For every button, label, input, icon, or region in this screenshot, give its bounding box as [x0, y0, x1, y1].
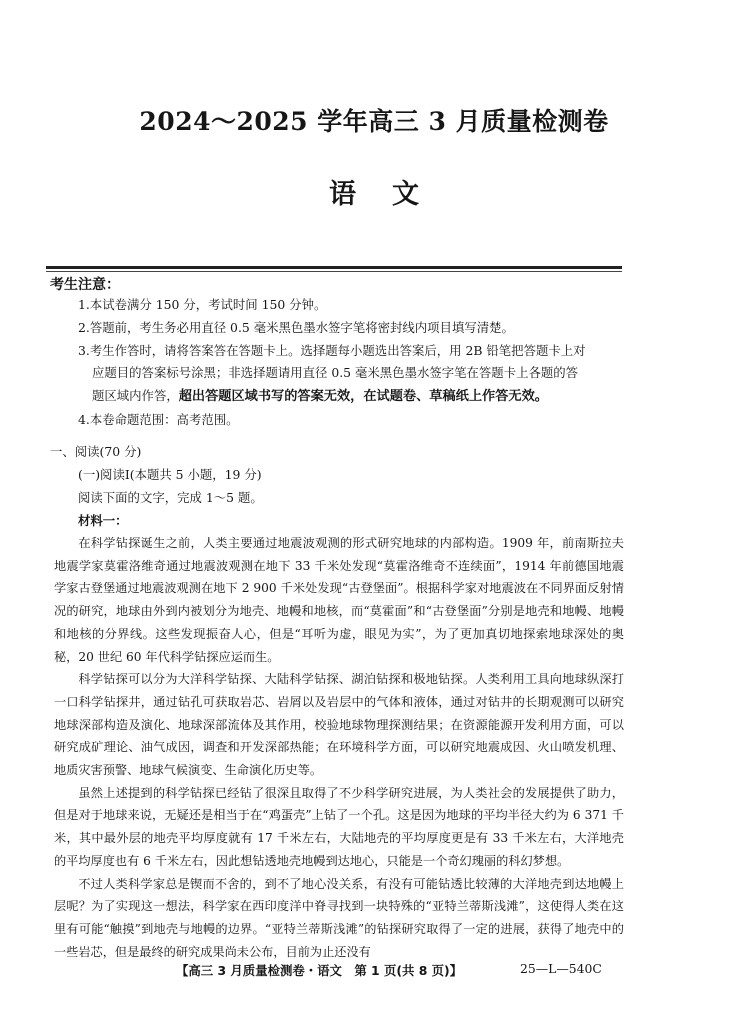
instruction: 阅读下面的文字，完成 1～5 题。	[78, 490, 263, 505]
paragraph: 在科学钻探诞生之前，人类主要通过地震波观测的形式研究地球的内部构造。1909 年，前南斯拉夫地震学家莫霍洛维奇通过地震波观测在地下 33 千米处发现“莫霍洛维奇不连续面”，1914 年前德国地震学家古登堡通过地震波观测在地下 2 900 千米处发现“古登堡面”。根据科学家对地震波在不同界面反射情况的研究，地球由外到内被划分为地壳、地幔和地核，而“莫霍面”和“古登堡面”分别是地壳和地幔、地幔和地核的分界线。这些发现振奋人心，但是“耳听为虚，眼见为实”，为了更加真切地探索地球深处的奥秘，20 世纪 60 年代科学钻探应运而生。	[54, 536, 624, 664]
notice-item-text: 题区域内作答，	[92, 388, 179, 404]
divider-thin	[46, 271, 622, 272]
paragraph: 科学钻探可以分为大洋科学钻探、大陆科学钻探、湖泊钻探和极地钻探。人类利用工具向地球纵深打一口科学钻探井，通过钻孔可获取岩芯、岩屑以及岩层中的气体和液体，通过对钻井的长期观测可以研究地球深部构造及演化、地球深部流体及其作用，校验地球物理探测结果；在资源能源开发利用方面，可以研究成矿理论、油气成因，调查和开发深部热能；在环境科学方面，可以研究地震成因、火山喷发机理、地质灾害预警、地球气候演变、生命演化历史等。	[54, 672, 624, 778]
notice-list	[78, 294, 638, 432]
notice-item-continued: 应题目的答案标号涂黑；非选择题请用直径 0.5 毫米黑色墨水签字笔在答题卡上各题的答	[92, 365, 579, 381]
exam-code: 25—L—540C	[520, 961, 602, 976]
notice-item-continued	[78, 385, 638, 409]
material-label: 材料一：	[78, 513, 128, 528]
notice-item: 4.本卷命题范围：高考范围。	[78, 411, 239, 427]
reading-material	[54, 532, 624, 963]
exam-title: 2024～2025 学年高三 3 月质量检测卷	[139, 107, 609, 136]
notice-item: 1.本试卷满分 150 分，考试时间 150 分钟。	[78, 297, 327, 312]
section-heading: 一、阅读(70 分)	[50, 444, 142, 459]
notice-item: 3.考生作答时，请将答案答在答题卡上。选择题每小题选出答案后，用 2B 铅笔把答题卡上对	[78, 342, 586, 358]
notice-heading: 考生注意：	[50, 277, 120, 293]
paragraph: 不过人类科学家总是锲而不舍的，到不了地心没关系，有没有可能钻透比较薄的大洋地壳到达地幔上层呢？为了实现这一想法，科学家在西印度洋中脊寻找到一块特殊的“亚特兰蒂斯浅滩”，这使得人类在这里有可能“触摸”到地壳与地幔的边界。“亚特兰蒂斯浅滩”的钻探研究取得了一定的进展，获得了地壳中的一些岩芯，但是最终的研究成果尚未公布，目前为止还没有	[54, 876, 624, 959]
notice-emphasis: 超出答题区域书写的答案无效，在试题卷、草稿纸上作答无效。	[178, 389, 548, 405]
divider-thick	[46, 266, 622, 269]
page-footer: 【高三 3 月质量检测卷・语文 第 1 页(共 8 页)】	[176, 963, 463, 978]
paragraph: 虽然上述提到的科学钻探已经钻了很深且取得了不少科学研究进展，为人类社会的发展提供了助力，但是对于地球来说，无疑还是相当于在“鸡蛋壳”上钻了一个孔。这是因为地球的平均半径大约为 6 371 千米，其中最外层的地壳平均厚度就有 17 千米左右，大陆地壳的平均厚度更是有 33 千米左右，大洋地壳的平均厚度也有 6 千米左右，因此想钻透地壳地幔到达地心，只能是一个奇幻瑰丽的科幻梦想。	[54, 785, 624, 868]
subsection-heading: (一)阅读Ⅰ(本题共 5 小题，19 分)	[78, 467, 262, 482]
subject-title: 语文	[329, 179, 455, 210]
notice-item: 2.答题前，考生务必用直径 0.5 毫米黑色墨水签字笔将密封线内项目填写清楚。	[78, 319, 514, 335]
